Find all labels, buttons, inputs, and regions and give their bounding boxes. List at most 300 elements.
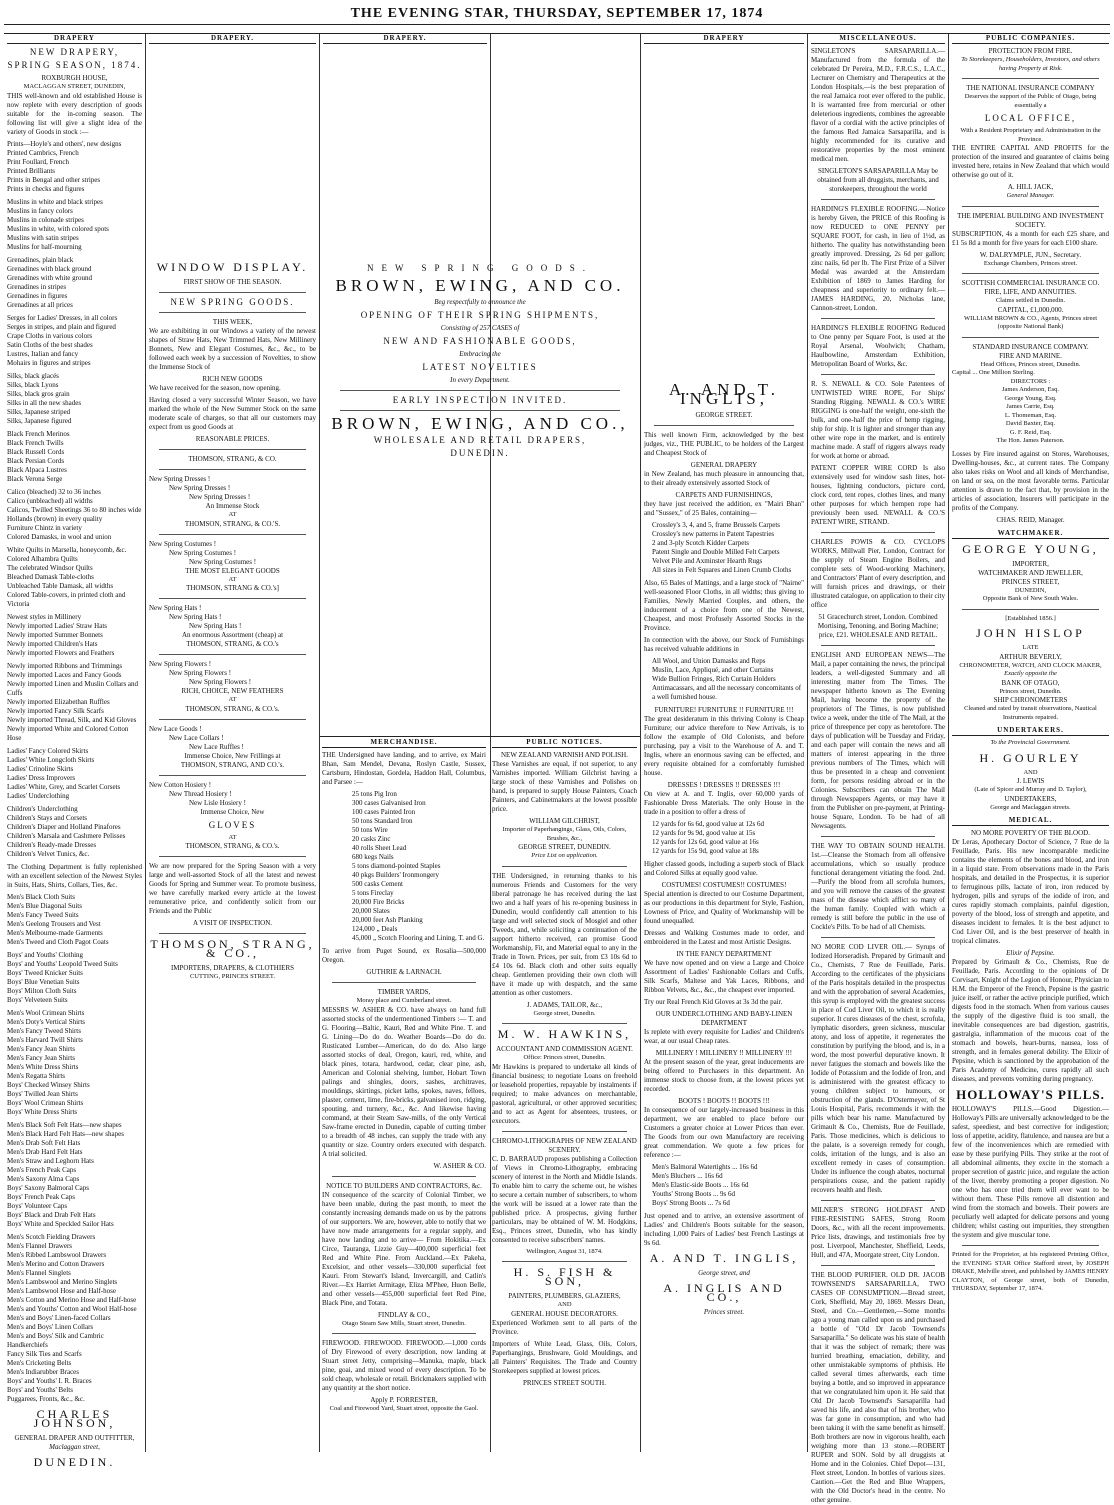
ad-line: Importer of Paperhangings, Glass, Oils, Colors, Brushes, &c., (502, 826, 627, 842)
list-item: All Wool, and Union Damasks and Reps (652, 657, 766, 665)
list-item: Boys' Blue Venetian Suits (7, 977, 80, 986)
ad-heading: GENERAL DRAPERY (690, 461, 758, 469)
ad-line: LATE (1022, 644, 1039, 651)
ad-line: An enormous Assortment (cheap) at (181, 631, 284, 639)
ad-line: AT (228, 696, 237, 703)
firm-name: WILLIAM GILCHRIST, (529, 817, 600, 825)
ad-paragraph: they have just received the addition, ex "Mairi Bhan" and "Sussex," of 25 Bales, containing— (644, 500, 804, 517)
list-item: Men's Harvard Twill Shirts (7, 1035, 83, 1044)
ad-heading: TIMBER YARDS, (377, 988, 431, 996)
ad-paragraph: PATENT COPPER WIRE CORD Is also extensively used for window sash lines, hot-houses, lightning conductors, picture cord, clock cord, tent ropes, clothes lines, and many other purposes for which hempen rope had previously been used. NEWALL & CO.'S PATENT WIRE, STRAND. (811, 464, 945, 526)
ad-line: BANK OF OTAGO, (1001, 678, 1060, 687)
ad-line: New Spring Dresses ! (149, 475, 211, 483)
ad-paragraph: These Varnishes are equal, if not superior, to any Varnishes imported. William Gilchrist having a large stock of these Varnishes and Polishes on hand, is prepared to supply House Painters, Coach Painters, and Cabinetmakers at the lowest possible price. (492, 760, 637, 813)
ad-heading: THE IMPERIAL BUILDING AND INVESTMENT SOCIETY. (957, 211, 1104, 229)
ad-line: PRINCES STREET, (1001, 577, 1060, 586)
ad-heading: EARLY INSPECTION INVITED. (392, 395, 568, 405)
ad-line: New Spring Flowers ! (149, 660, 212, 668)
advertiser-city: DUNEDIN. (33, 1454, 116, 1469)
ad-paragraph: THE BLOOD PURIFIER. OLD DR. JACOB TOWNSEND'S SARSAPARILLA, TWO CASES OF CONSUMPTION.—Bread street, Cork, Sheffield, May 20, 1869. Messrs Dean, Steel, and Co.—Gentlemen,—Some months ago a young man called upon us and purchased a bottle of "Old Dr Jacob Townsend's Sarsaparilla." So delicate was his state of health that it was the subject of remark; there was hurried breathing, emaciation, debility, and other unmistakable symptoms of phthisis. He called several times afterwards, each time buying a bottle, and so improved in appearance that we congratulated him upon it. He said that Old Dr Jacob Townsend's Sarsaparilla had saved his life, and also that of his brother, who was far gone in consumption, and who had been taking it with the same benefit as himself. Both brothers are now in vigorous health, each weighing more than 13 stone.—ROBERT RUPER and SON. Sold by all druggists at Home and in the Colonies. Chief Depot—131, Fleet street, London. In bottles of various sizes. Caution.—Get the Red and Blue Wrappers, with the Old Doctor's head in the centre. No other genuine. (811, 1271, 945, 1504)
ad-line: Consisting of 257 CASES of (440, 324, 520, 332)
list-item: 12 yards for 15s 9d, good value at 18s (652, 847, 759, 855)
ad-intro: THIS well-known and old established House is now replete with every description of goods suitable for the in-coming season. The following list will give a slight idea of the variety of Goods in stock :— (7, 91, 142, 136)
list-item: Men's Regatta Shirts (7, 1071, 66, 1080)
goods-list (7, 805, 142, 859)
list-item: Newly imported Thread, Silk, and Kid Gloves (7, 715, 137, 724)
list-item: Men's Cotton and Merino Hose and Half-hose (7, 1295, 137, 1304)
list-item: 2 and 3-ply Scotch Kidder Carpets (652, 539, 750, 547)
firm-name: A. INGLIS AND CO., (663, 1281, 785, 1304)
list-item: Silks, black gros grain (7, 389, 70, 398)
list-item: 500 casks Cement (352, 880, 403, 888)
list-item: Men's Wool Crimean Shirts (7, 1008, 85, 1017)
ad-line: New Spring Costumes ! (189, 557, 257, 566)
goods-list (7, 747, 142, 801)
list-item: Patent Single and Double Milled Felt Carpets (652, 548, 780, 556)
ad-house: ROXBURGH HOUSE, (41, 74, 108, 82)
firm-name: A. AND T. INGLIS, (669, 380, 779, 408)
ad-line: George street, and (698, 1269, 750, 1277)
list-item: 25 tons Pig Iron (352, 790, 397, 798)
ad-paragraph: Higher classed goods, including a superb stock of Black and Colored Silks at equally good value. (644, 860, 804, 877)
list-item: Men's Merino and Cotton Drawers (7, 1259, 105, 1268)
list-item: Men's Fancy Tweed Shirts (7, 1026, 81, 1035)
ad-line: Deserves the support of the Public of Otago, being essentially a (964, 93, 1097, 109)
ad-heading: NOTICE TO BUILDERS AND CONTRACTORS, &c. (326, 1181, 482, 1190)
list-item: Silks in all the new shades (7, 398, 82, 407)
firm-name: THOMSON, STRANG, & CO.'s. (185, 842, 280, 850)
ad-line: Immense Choice, New (200, 807, 265, 816)
ad-line: AND (557, 1301, 572, 1308)
list-item: Boys' Tweed Knicker Suits (7, 968, 83, 977)
list-item: Newly imported Ladies' Straw Hats (7, 621, 108, 630)
list-item: Ladies' Fancy Colored Skirts (7, 746, 89, 755)
ad-line: IMPORTER, (1012, 559, 1049, 568)
list-item: Men's Flannel Drawers (7, 1241, 73, 1250)
ad-line: To Storekeepers, Householders, Investors, and others having Property at Risk. (961, 56, 1100, 72)
ad-line: New Spring Flowers ! (189, 678, 252, 686)
column-heading: MISCELLANEOUS. (811, 34, 945, 44)
ad-line: SHIP CHRONOMETERS (993, 696, 1068, 704)
list-item: 20 casks Zinc (352, 835, 391, 843)
list-item: Boys' Black and Drab Felt Hats (7, 1210, 96, 1219)
ad-line: With a Resident Proprietary and Administration in the Province. (960, 127, 1101, 143)
list-item: Boys' Saxony Balmoral Caps (7, 1183, 89, 1192)
list-item: Muslins with satin stripes (7, 233, 79, 242)
ad-title: WINDOW DISPLAY. (156, 260, 309, 274)
firm-name: M. W. HAWKINS, (497, 1027, 632, 1041)
ad-line: Office: Princes street, Dunedin. (523, 1054, 606, 1061)
ad-paragraph: SINGLETON'S SARSAPARILLA.—Manufactured from the formula of the celebrated Dr Pereira, M.D., F.R.C.S., L.A.C., Lecturer on Chemistry and Therapeutics at the London Hospitals,—is the best preparation of the real Jamaica root ever offered to the public. It is warranted free from mercurial or other deleterious ingredients, combines the agreeable flavor of a cordial with the active principles of the famous Red Jamaica Sarsaparilla, and is highly recommended for its curative and restorative properties by the most eminent medical men. (811, 47, 945, 163)
goods-list (7, 372, 142, 426)
ad-paragraph: In connection with the above, our Stock of Furnishings has received valuable additions in (644, 636, 804, 653)
ad-line: Head Offices, Princes street, Dunedin. (980, 360, 1081, 368)
list-item: Newly imported Fancy Silk Scarfs (7, 706, 104, 715)
list-item: 300 cases Galvanised Iron (352, 799, 426, 807)
ad-line: Princes street, Dunedin. (999, 687, 1062, 695)
ad-line: Beg respectfully to announce the (434, 298, 526, 306)
firm-name: GEORGE YOUNG, (962, 541, 1099, 556)
list-item: Prints in Bengal and other stripes (7, 175, 101, 184)
ad-line: DUNEDIN. (450, 448, 510, 458)
list-item: Men's Scotch Fielding Drawers (7, 1232, 96, 1241)
list-item: Ladies' White, Grey, and Scarlet Corsets (7, 782, 121, 791)
list-item: Men's White Dress Shirts (7, 1062, 79, 1071)
list-item: Silks, black glacés (7, 371, 59, 380)
list-item: Newly imported Flowers and Feathers (7, 648, 115, 657)
ad-line: WILLIAM BROWN & CO., Agents, Princes street (opposite National Bank) (963, 314, 1098, 330)
ad-line: New Lace Goods ! (149, 724, 202, 733)
ad-line: Otago Steam Saw Mills, Stuart street, Dunedin. (342, 1319, 466, 1327)
column-heading: DRAPERY. (149, 34, 316, 44)
list-item: Newly imported Summer Bonnets (7, 630, 103, 639)
ad-line: FIRE, LIFE, AND ANNUITIES. (984, 288, 1077, 296)
firm-name: A. HILL JACK, (1007, 183, 1054, 191)
ad-paragraph: THE ENTIRE CAPITAL AND PROFITS for the protection of the insured and guarantee of claims being invested here, retains in New Zealand that which would otherwise go out of it. (952, 144, 1109, 179)
firm-name: W. DALRYMPLE, JUN., Secretary. (979, 250, 1082, 259)
firm-name: THOMSON, STRANG & CO.'s] (186, 584, 279, 592)
ad-line: New Spring Costumes ! (169, 548, 237, 557)
list-item: Muslins in white, with colored spots (7, 224, 109, 233)
ad-line: Opposite Bank of New South Wales. (982, 595, 1079, 602)
list-item: Serges for Ladies' Dresses, in all colors (7, 313, 118, 322)
ad-line: THE MOST ELEGANT GOODS (185, 566, 280, 575)
list-item: Men's Doty's Vertical Shirts (7, 1017, 86, 1026)
ad-line: Embracing the (459, 350, 501, 358)
ad-line: GEORGE STREET. (695, 411, 753, 419)
list-item: Newest styles in Millinery (7, 612, 82, 621)
advertiser-name: CHARLES JOHNSON, (33, 1406, 116, 1430)
section-heading: UNDERTAKERS. (952, 726, 1109, 736)
ad-line: New Lisle Hosiery ! (189, 798, 246, 807)
column-heading: DRAPERY (7, 34, 142, 44)
ad-line: New Lace Ruffles ! (189, 742, 244, 751)
list-item: David Baxter, Esq. (1005, 420, 1056, 427)
list-item: Men's Straw and Leghorn Hats (7, 1156, 94, 1165)
ad-paragraph: Try our Real French Kid Gloves at 3s 3d the pair. (644, 998, 783, 1006)
ad-line: New Spring Dresses ! (189, 493, 251, 501)
list-item: George Young, Esq. (1004, 394, 1057, 402)
list-item: Silks, black Lyons (7, 380, 59, 389)
ad-heading: NEW SPRING GOODS. (366, 263, 594, 273)
list-item: Antimacassars, and all the necessary concomitants of a well furnished house. (652, 684, 802, 701)
ad-paragraph: HARDING'S FLEXIBLE ROOFING.—Notice is hereby Given, the PRICE of this Roofing is now REDUCED to ONE PENNY per SQUARE FOOT, for cash, in lieu of 1½d, as hitherto. The quality has notwithstanding been greatly improved. Dressing, 2s 6d per gallon; zinc nails, 6d per lb. The First Prize of a Silver Medal was awarded at the Amsterdam Exhibition of 1869 to James Harding for cheapness and superiority to ordinary felt.—JAMES HARDING, 20, Nicholas lane, Cannon-street, London. (811, 205, 945, 312)
masthead-rule (4, 24, 1110, 25)
list-item: 124,000 „ Deals (352, 925, 398, 933)
list-item: Muslin, Lace, Appliqué, and other Curtains (652, 666, 774, 674)
ad-paragraph: HOLLOWAY'S PILLS.—Good Digestion.—Holloway's Pills are universally acknowledged to be the safest, speediest, and best corrective for indigestion; loss of appetite, acidity, flatulence, and nausea are but a few of the inconveniences which are remedied with ease by these purifying Pills. They strike at the root of all abdominal ailments, they excite in the stomach a proper secretion of gastric juice, and regulate the action of the liver, thereby promoting a proper digestion. No one who has once tried them will ever want to be without them. These Pills remove all distention and wind from the stomach and bowels. Their powers are peculiarly well adapted for delicate persons and young children; whilst casting out impurities, they strengthen the system and give muscular tone. (952, 1105, 1109, 1239)
firm-name: Apply P. FORRESTER, (370, 1396, 438, 1404)
list-item: Boys' and Youths' Leopold Tweed Suits (7, 959, 118, 968)
list-item: Velvet Pile and Axminster Hearth Rugs (652, 557, 763, 565)
list-item: Men's Flannel Singlets (7, 1268, 71, 1277)
list-item: Printed Brilliants (7, 166, 56, 175)
ad-line: New Spring Flowers ! (169, 669, 232, 677)
directors-list (952, 386, 1109, 446)
ad-paragraph: SINGLETON'S SARSAPARILLA May be obtained from all druggists, merchants, and storekeepers, throughout the world (817, 167, 939, 193)
clothing-note: The Clothing Department is fully replenished with an excellent selection of the Newest Styles in Suits, Hats, Shirts, Collars, Ties, &c. (7, 862, 142, 889)
ad-paragraph: MILNER'S STRONG HOLDFAST AND FIRE-RESISTING SAFES, Strong Room Doors, &c., with all the recent improvements. Price lists, drawings, and testimonials free by post. Liverpool, Manchester, Sheffield, Leeds, Hull, and 47A, Moorgate street, City London. (811, 1206, 945, 1259)
list-item: Black Alpaca Lustres (7, 465, 67, 474)
ad-paragraph: Special attention is directed to our Costume Department, as our productions in this department for Style, Fashion, Lowness of Price, and Quality of Workmanship will be found unequalled. (644, 890, 804, 925)
goods-list (7, 198, 142, 252)
list-item: Men's Lambswool Hose and Half-hose (7, 1286, 116, 1295)
list-item: Black Russell Cords (7, 447, 65, 456)
firm-name: FINDLAY & CO., (378, 1310, 430, 1319)
ad-line: WATCHMAKER AND JEWELLER, (978, 568, 1083, 577)
ad-line: New Spring Hats ! (189, 622, 242, 630)
list-item: 12 yards for 9s 9d, good value at 15s (652, 829, 756, 837)
ad-paragraph: Just opened and to arrive, an extensive assortment of Ladies' and Children's Boots suitable for the season, including 1,000 Pairs of Ladies' best French Lastings at 9s 6d. (644, 1212, 804, 1247)
list-item: Satin Cloths of the best shades (7, 340, 93, 349)
goods-list (7, 1121, 142, 1229)
advertiser-trade: GENERAL DRAPER AND OUTFITTER, (14, 1433, 135, 1442)
column-drapery-4 (641, 34, 807, 1452)
ad-line: New Cotton Hosiery ! (149, 780, 212, 789)
ad-paragraph: Dr Leras, Apothecary Doctor of Science, 7 Rue de la Feuillade, Paris. His new incomparable medicine contains the elements of the bones and blood, and iron in a liquid state. From observations made in the Paris hospitals, and detailed in the Prospectus, it is superior to ferruginous pills, lactate of iron, iron reduced by hydrogen, pills and syrups of the iodide of iron, and cures rapidly stomach complaints, painful digestion, poverty of the blood, loss of strength and appetite, and diseases incident to females. It is the best adjunct to Cod Liver Oil, and is the best preserver of health in tropical climates. (952, 838, 1109, 945)
ad-line: AT (228, 511, 237, 518)
firm-name: H. S. FISH & SON, (513, 1265, 616, 1288)
ad-line: ACCOUNTANT AND COMMISSION AGENT. (496, 1045, 633, 1053)
list-item: Boys' Twilled Jean Shirts (7, 1089, 78, 1098)
list-item: 20,000 feet Ash Planking (352, 916, 423, 924)
list-item: Boys' French Peak Caps (7, 1192, 75, 1201)
list-item: Calicos, Twilled Sheetings 36 to 80 inches wide (7, 505, 142, 514)
list-item: 50 tons Standard Iron (352, 817, 413, 825)
column-heading: DRAPERY (644, 34, 804, 44)
list-item: Newly imported Elizabethan Ruffles (7, 697, 110, 706)
ad-line: Price List on application. (531, 852, 598, 859)
ad-line: Princes street. (703, 1308, 745, 1316)
ad-heading: LOCAL OFFICE, (984, 113, 1077, 123)
ad-line: CAPITAL, £1,000,000. (997, 305, 1064, 314)
masthead: THE EVENING STAR, THURSDAY, SEPTEMBER 17, 1874 (350, 6, 764, 21)
ad-paragraph: At the present season of the year, great inducements are being offered to Purchasers in this department. An immense stock to choose from, at the lowest prices yet recorded. (644, 1058, 804, 1093)
merchandise-column (322, 738, 486, 1452)
goods-list (7, 893, 142, 947)
ad-heading: HOLLOWAY'S PILLS. (956, 1087, 1105, 1102)
list-item: Silks, Japanese figured (7, 416, 72, 425)
list-item: Grenadines with black ground (7, 264, 92, 273)
list-item: Boys' Strong Boots ... 7s 6d (652, 1199, 730, 1207)
list-item: 12 yards for 12s 6d, good value at 16s (652, 838, 759, 846)
ad-line: IMPORTERS, DRAPERS, & CLOTHIERS (170, 964, 295, 972)
ad-paragraph: This well known Firm, acknowledged by the best judges, viz., THE PUBLIC, to be holders of the Largest and Cheapest Stock of (644, 431, 804, 457)
ad-heading: Elixir of Pepsine. (1006, 949, 1055, 957)
ad-paragraph: CHARLES POWIS & CO. CYCLOPS WORKS, Millwall Pier, London, Contract for the supply of Steam Engine Boilers, and complete sets of Wood-working Machinery, and Contractors' Plant of every description, and will furnish prices and drawings, or their illustrated catalogue, on application to their city office (811, 538, 945, 609)
firm-name: H. GOURLEY (979, 750, 1082, 765)
ad-subtitle: FIRST SHOW OF THE SEASON. (183, 278, 282, 286)
ad-paragraph: THE Undersigned, in returning thanks to his numerous Friends and Customers for the very liberal patronage he has received during the last two and a half years of his re-opening business in Dunedin, would confidently call attention to his large and well selected stock of Mosgiel and other Tweeds, and, while soliciting a continuation of the support hitherto received, can promise Good Workmanship, Fit, and Material equal to any in the Trade in Town. Prices, per suit, from £3 10s 6d to £4 10s 6d. Black cloth and other suits equally cheap. Gentlemen providing their own cloth will have it made up with despatch, and the same attention as other customers. (492, 871, 637, 997)
list-item: 50 tons Wire (352, 826, 388, 834)
list-item: Newly imported White and Colored Cotton Hose (7, 724, 129, 742)
ad-paragraph: IN consequence of the scarcity of Colonial Timber, we have been unable, during the past month, to meet the constantly increasing demands made on us by the patrons of our supporters. We are, however, able to notify that we have now made arrangements for a regular supply, and have now landing and to arrive— From Hokitika.—Ex Circe, Tauranga, Lizzie Guy—400,000 superficial feet Red and White Pine. From Auckland.—Ex Pakeha, Excelsior, and other vessels—330,000 superficial feet Kauri. From Stewart's Island, Invercargill, and Catlin's River.—Ex Harriet Armitage, Eliza M'Phee, Huon Belle, and other vessels—455,000 superficial feet Red Pine, Black Pine, and Totara. (322, 1190, 486, 1307)
ad-heading: CHROMO-LITHOGRAPHS OF NEW ZEALAND SCENERY. (492, 1136, 637, 1154)
list-item: Men's Elastic-side Boots ... 16s 6d (652, 1181, 749, 1189)
ad-line: Moray place and Cumberland street. (356, 997, 452, 1004)
ad-line: General Manager. (1006, 192, 1055, 199)
ad-paragraph: THE WAY TO OBTAIN SOUND HEALTH. 1st.—Cleanse the Stomach from all offensive accumulations, which so usually produce functional derangement vitiating the food. 2nd.—Purify the blood from all scrofula humors, and you will remove the causes of the greatest mass of the disease which afflict so many of the human family. Coupled with which a remedy is still before the public in the use of Cockle's Pills. To be had of all Chemists. (811, 842, 945, 931)
list-item: Children's Stays and Corsets (7, 813, 88, 822)
list-item: Print Foullard, French (7, 157, 70, 166)
ad-line: Coal and Firewood Yard, Stuart street, opposite the Gaol. (329, 1405, 479, 1412)
list-item: Children's Velvet Tunics, &c. (7, 849, 90, 858)
ad-line: New Spring Dresses ! (169, 484, 231, 492)
ad-heading: SCOTTISH COMMERCIAL INSURANCE CO. (961, 279, 1100, 287)
list-item: The Hon. James Paterson. (996, 437, 1065, 444)
list-item: Boys' Wool Crimean Shirts (7, 1098, 84, 1107)
ad-line: [Established 1856.] (1005, 614, 1056, 622)
ad-paragraph: Also, 65 Bales of Mattings, and a large stock of "Nairne" well-seasoned Floor Cloths, in all widths; thus giving to Families, Newly Married Couples, and others, the inducement of a choice from one of the Newest, Cheapest, and most Profusely Assorted Stocks in the Province. (644, 579, 804, 632)
ad-line: FIRE AND MARINE. (999, 351, 1062, 360)
ad-subtitle: SPRING SEASON, 1874. (7, 60, 142, 70)
ad-line: An Immense Stock (205, 502, 260, 510)
ad-heading: CARPETS AND FURNISHINGS, (675, 491, 773, 499)
ad-line: Exactly opposite the (1004, 670, 1057, 677)
goods-list (322, 790, 486, 943)
ad-paragraph: C. D. BARRAUD proposes publishing a Collection of Views in Chromo-Lithography, embracing scenery of interest in the North and Middle Islands. To enable him to carry the scheme out, he wishes to secure a certain number of subscribers, to whom the work will be issued at a lower rate than the published price. A prospectus, giving further particulars, may be obtained of W. M. Hodgkins, Esq., Princes street, Dunedin, who has kindly consented to receive subscribers' names. (492, 1154, 637, 1244)
firm-name: THOMSON, STRANG, & CO.'S. (184, 519, 281, 528)
firm-name: GUTHRIE & LARNACH. (366, 968, 442, 976)
list-item: Men's and Youths' Cotton and Wool Half-hose (7, 1304, 137, 1313)
list-item: Prints in checks and figures (7, 184, 85, 193)
ad-paragraph: NO MORE COD LIVER OIL.— Syrups of Iodized Horseradish. Prepared by Grimault and Co., Chemists, 7 Rue de Feuillade, Paris. According to the certificates of the physicians of the Paris hospitals detailed in the prospectus and with the approbation of several Academies, this syrup is employed with the greatest success in place of Cod Liver Oil, to which it is really superior. It cures diseases of the chest, scrofula, lymphatic disorders, green sickness, muscular atony, and loss of appetite, it regenerates the constitution by purifying the blood, and is, in a word, the most powerful depurative known. It never fatigues the stomach and bowels like the Iodide of Potassium and the Iodide of Iron, and is administered with the greatest efficacy to young children subject to humours, or obstruction of the glands. D'Ostermeyer, of St Louis Hospital, Paris, recommends it with the pills which bear his name. Manufactured by Grimault & Co., Chemists, Rue de Feuillade, Paris. Those medicines, which is delicious to the palate, is a sovereign remedy for cough, colds, irritation of the lungs, and is also an excellent remedy in cases of consumption. Under its influence the cough abates, nocturnal perspirations cease, and the patient rapidly recovers health and flesh. (811, 943, 945, 1194)
ad-line: In every Department. (450, 376, 510, 384)
ad-line: New Spring Hats ! (149, 604, 202, 612)
list-item: Serges in stripes, and plain and figured (7, 322, 116, 331)
list-item: Wide Bullion Fringes, Rich Curtain Holders (652, 675, 776, 683)
ad-heading: RICH NEW GOODS (202, 375, 263, 383)
list-item: Boys' Checked Winsey Shirts (7, 1080, 90, 1089)
ad-line: PRINCES STREET SOUTH. (523, 1378, 606, 1387)
list-item: Men's Cricketing Belts (7, 1358, 72, 1367)
goods-list (7, 256, 142, 310)
list-item: Ladies' Dress Improvers (7, 773, 76, 782)
public-notices-column (492, 738, 637, 1452)
section-heading: MERCHANDISE. (322, 738, 486, 748)
list-item: L. Thomeman, Esq. (1004, 411, 1057, 419)
firm-name: BROWN, EWING, AND CO. (335, 276, 625, 295)
list-item: Men's Geelong Trousers and Vest (7, 919, 101, 928)
firm-name: THOMSON, STRANG, & CO.'s (186, 640, 279, 648)
list-item: Men's French Peak Caps (7, 1165, 77, 1174)
ad-line: UNDERTAKERS, (1004, 794, 1057, 803)
list-item: Men's Fancy Tweed Suits (7, 910, 79, 919)
list-item: Newly imported Ribbons and Trimmings (7, 661, 123, 670)
list-item: Men's Blue Diagonal Suits (7, 901, 82, 910)
column-drapery-1 (4, 34, 145, 1469)
ad-paragraph: Dresses and Walking Costumes made to order, and embroidered in the Latest and most Artistic Designs. (644, 929, 804, 946)
list-item: Black French Twills (7, 438, 64, 447)
firm-name: THOMSON, STRANG, AND CO.'s. (180, 760, 285, 769)
ad-line: New Spring Costumes ! (149, 539, 217, 548)
ad-paragraph: On view at A. and T. Inglis, over 60,000 yards of Fashionable Dress Materials. The only House in the trade in a position to offer a dress of (644, 790, 804, 816)
goods-list (7, 140, 142, 194)
goods-list (644, 1163, 804, 1208)
section-heading: MEDICAL. (952, 816, 1109, 826)
column-heading: PUBLIC COMPANIES. (952, 34, 1109, 44)
list-item: 20,000 Fire Bricks (352, 898, 405, 906)
list-item: Newly imported Linen and Muslin Collars and Cuffs (7, 679, 139, 697)
ad-line: CUTTING, PRINCES STREET. (189, 973, 276, 980)
list-item: Muslins in colonade stripes (7, 215, 84, 224)
firm-name: A. AND T. INGLIS, (649, 1251, 799, 1265)
goods-list (7, 488, 142, 542)
list-item: Men's Black Hard Felt Hats—new shapes (7, 1129, 124, 1138)
list-item: Mohairs in figures and stripes (7, 358, 91, 367)
firm-name: J. LEWIS (1016, 777, 1045, 785)
ad-line: New Spring Hats ! (169, 613, 222, 621)
firm-name: BROWN, EWING, AND CO., (331, 414, 629, 433)
goods-list (7, 1233, 142, 1404)
ad-heading: STANDARD INSURANCE COMPANY. (972, 342, 1089, 351)
ad-paragraph: We have received for the season, now opening. (149, 384, 281, 392)
ad-heading: OUR UNDERCLOTHING AND BABY-LINEN DEPARTMENT (655, 1010, 793, 1027)
list-item: Men's Drab Hard Felt Hats (7, 1147, 83, 1156)
list-item: Boys' and Youths' Belts (7, 1385, 73, 1394)
list-item: Youths' Strong Boots ... 9s 6d (652, 1190, 736, 1198)
list-item: Newly imported Laces and Fancy Goods (7, 670, 122, 679)
goods-list (7, 430, 142, 484)
ad-line: (Late of Spicer and Murray and D. Taylor), (974, 786, 1087, 793)
list-item: Unbleached Table Damask, all widths (7, 581, 114, 590)
goods-list (644, 657, 804, 702)
ad-line: RICH, CHOICE, NEW FEATHERS (181, 687, 284, 695)
ad-line: Immense Choice, New Frillings at (184, 751, 281, 760)
list-item: Muslins for half-mourning (7, 242, 82, 251)
list-item: Boys' and Youths' Clothing (7, 950, 84, 959)
ad-heading: IN THE FANCY DEPARTMENT (676, 950, 772, 958)
ad-heading: DRESSES ! DRESSES !! DRESSES !!! (667, 781, 781, 789)
ad-heading: NEW AND FASHIONABLE GOODS, (383, 336, 577, 346)
ad-heading: REASONABLE PRICES. (195, 435, 270, 443)
printer-imprint: Printed for the Proprietor, at his registered Printing Office, the EVENING STAR Office Stafford street, by JOSEPH DRAKE, Melville street, and published by JAMES HENRY CLAYTON, of George street, both of Dunedin, THURSDAY, September 17, 1874. (952, 1251, 1109, 1292)
ad-line: WHOLESALE AND RETAIL DRAPERS, (373, 435, 587, 445)
list-item: Muslins in white and black stripes (7, 197, 103, 206)
column-divider (490, 34, 491, 1452)
ad-heading: THE NATIONAL INSURANCE COMPANY (966, 84, 1095, 92)
goods-list (7, 662, 142, 743)
list-item: Printed Cambrics, French (7, 148, 79, 157)
firm-name: CHAS. REID, Manager. (996, 515, 1065, 524)
list-item: Colored Table-covers, in printed cloth and Victoria (7, 590, 126, 608)
list-item: Boys' White and Speckled Sailor Hats (7, 1219, 114, 1228)
ad-line: DIRECTORS : (1010, 377, 1051, 385)
list-item: Furniture Chintz in variety (7, 523, 82, 532)
ad-line: George street, Dunedin. (533, 1009, 596, 1017)
list-item: Men's Black Soft Felt Hats—new shapes (7, 1120, 122, 1129)
firm-name: THOMSON, STRANG, & CO.'s. (185, 704, 280, 713)
list-item: 12 yards for 6s 6d, good value at 12s 6d (652, 820, 764, 828)
list-item: Crape Cloths in various colors (7, 331, 93, 340)
list-item: Men's Indiarubber Braces (7, 1367, 80, 1376)
list-item: 45,000 „ Scotch Flooring and Lining, T. and G. (352, 934, 485, 942)
list-item: Colored Damasks, in wool and union (7, 532, 112, 541)
ad-heading: LATEST NOVELTIES (422, 362, 538, 372)
ad-line: Claims settled in Dunedin. (995, 297, 1066, 304)
ad-paragraph: In consequence of our largely-increased business in this department, we are enabled to place before our Customers a greater choice at Lower Prices than ever. The Goods from our own Manufactory are receiving great commendation. We quote a few prices for reference :— (644, 1106, 804, 1159)
list-item: Men's Melbourne-made Garments (7, 928, 103, 937)
list-item: Men's Fancy Jean Shirts (7, 1044, 75, 1053)
list-item: 680 kegs Nails (352, 853, 394, 861)
list-item: Grenadines with white ground (7, 273, 92, 282)
list-item: 40 rolls Sheet Lead (352, 844, 407, 852)
list-item: Boys' Volunteer Caps (7, 1201, 68, 1210)
list-item: Men's Balmoral Watertights ... 16s 6d (652, 1163, 758, 1171)
ad-title: NEW DRAPERY, (29, 47, 120, 57)
ad-line: AT (228, 833, 237, 841)
list-item: Colored Alhambra Quilts (7, 554, 78, 563)
